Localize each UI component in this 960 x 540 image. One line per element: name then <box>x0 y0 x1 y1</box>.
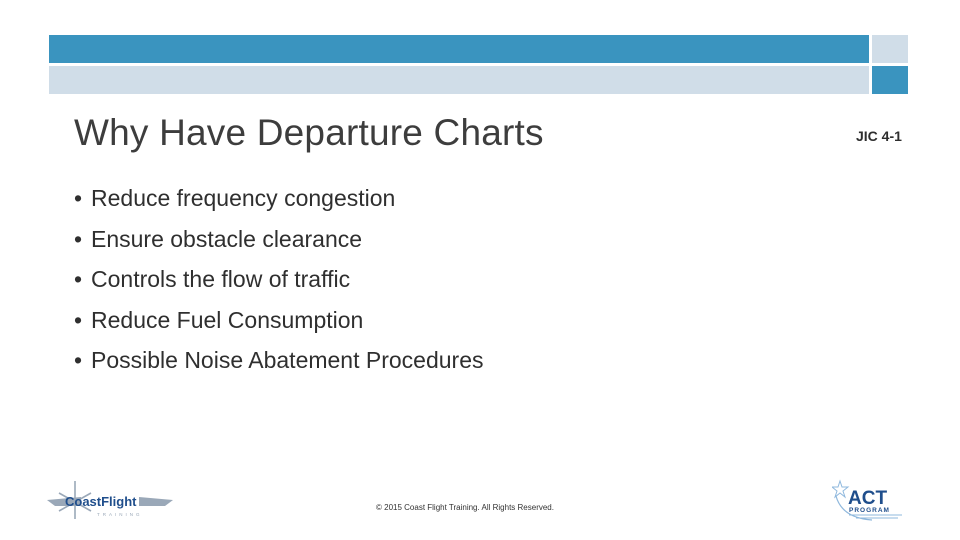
logo-wing-right <box>139 497 173 506</box>
copyright-text: © 2015 Coast Flight Training. All Rights Reserved. <box>376 503 554 512</box>
bullet-text: Controls the flow of traffic <box>91 266 351 292</box>
bullet-item <box>74 300 484 341</box>
slide-code: JIC 4-1 <box>856 128 902 144</box>
bullet-text: Reduce Fuel Consumption <box>91 306 364 333</box>
header-band-secondary <box>872 35 908 63</box>
bullet-item <box>74 219 484 260</box>
star-icon <box>832 481 848 497</box>
bullet-item <box>74 340 484 381</box>
bullet-icon: • <box>74 185 83 211</box>
bullet-icon: • <box>74 225 83 252</box>
bullet-item <box>74 178 484 219</box>
bullet-text: Possible Noise Abatement Procedures <box>91 347 484 373</box>
header-band-tertiary <box>49 66 869 94</box>
coastflight-logo <box>45 473 175 523</box>
header-band-accent <box>872 66 908 94</box>
slide-title: Why Have Departure Charts <box>74 112 544 153</box>
bullet-item <box>74 259 484 300</box>
bullet-text: Reduce frequency congestion <box>91 185 396 211</box>
logo-act: ACT <box>848 488 888 509</box>
bullet-icon: • <box>74 306 83 333</box>
logo-tagline: TRAINING <box>97 512 143 517</box>
header-band-primary <box>49 35 869 63</box>
logo-program: PROGRAM <box>849 507 890 514</box>
bullet-list <box>74 178 484 381</box>
act-program-logo <box>832 478 910 524</box>
bullet-icon: • <box>74 266 83 292</box>
bullet-text: Ensure obstacle clearance <box>91 225 363 252</box>
logo-name: CoastFlight <box>65 494 137 509</box>
bullet-icon: • <box>74 347 83 373</box>
